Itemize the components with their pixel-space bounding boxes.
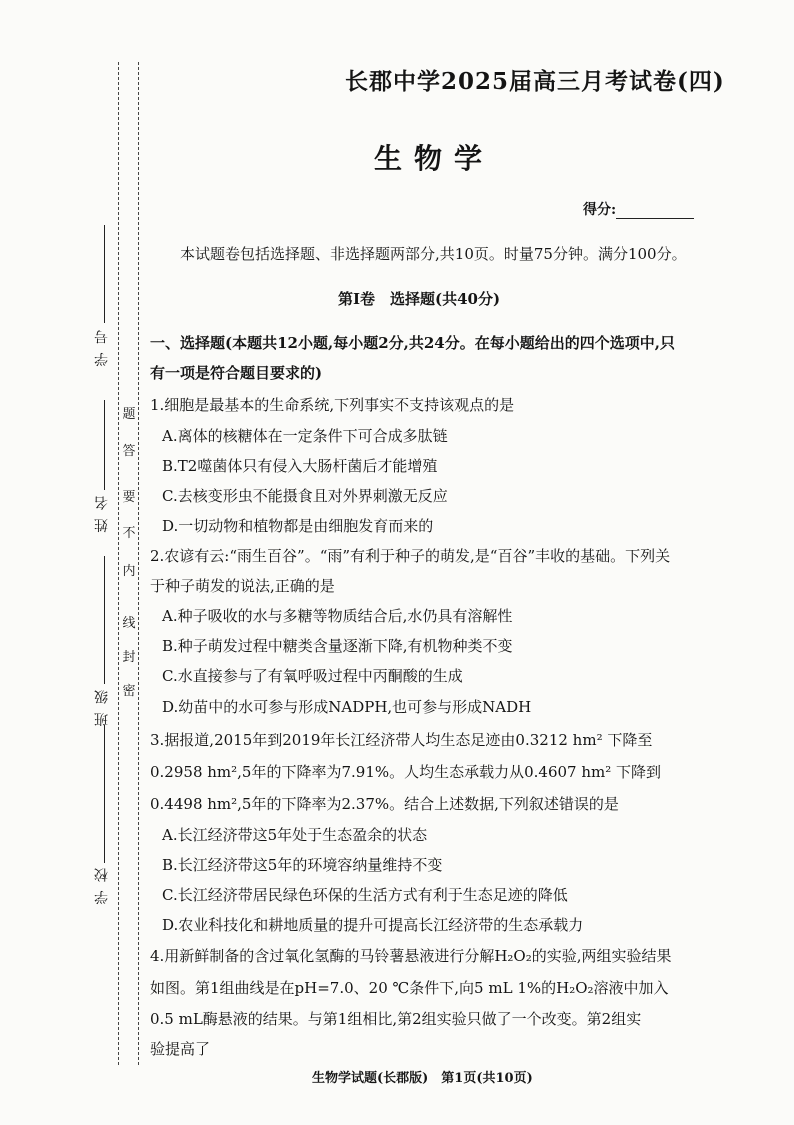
score-blank[interactable] — [616, 204, 694, 219]
question-1-option-c: C.去核变形虫不能摄食且对外界刺激无反应 — [162, 487, 448, 505]
question-3-option-d: D.农业科技化和耕地质量的提升可提高长江经济带的生态承载力 — [162, 916, 584, 934]
part-heading-line: 有一项是符合题目要求的) — [150, 364, 323, 382]
page-footer: 生物学试题(长郡版) 第1页(共10页) — [312, 1071, 533, 1086]
class-blank[interactable] — [104, 556, 105, 684]
question-3-option-a: A.长江经济带这5年处于生态盈余的状态 — [162, 826, 428, 844]
seal-char: 密 — [122, 684, 136, 699]
school-blank[interactable] — [104, 725, 105, 863]
class-label: 班 级 — [94, 688, 110, 727]
question-1-stem: 1.细胞是最基本的生命系统,下列事实不支持该观点的是 — [150, 396, 515, 414]
question-3-option-c: C.长江经济带居民绿色环保的生活方式有利于生态足迹的降低 — [162, 886, 568, 904]
seal-char: 线 — [122, 616, 136, 631]
school-label: 学 校 — [94, 866, 110, 905]
student-id-blank[interactable] — [104, 225, 105, 323]
question-2-option-c: C.水直接参与了有氧呼吸过程中丙酮酸的生成 — [162, 667, 463, 685]
section-title: 第Ⅰ卷 选择题(共40分) — [338, 290, 501, 308]
seal-char: 内 — [122, 564, 136, 579]
subject-title: 生物学 — [374, 142, 495, 175]
question-3-stem: 0.4498 hm²,5年的下降率为2.37%。结合上述数据,下列叙述错误的是 — [150, 795, 619, 813]
seal-char: 不 — [122, 526, 136, 541]
question-2-stem: 于种子萌发的说法,正确的是 — [150, 577, 335, 595]
question-2-option-b: B.种子萌发过程中糖类含量逐渐下降,有机物种类不变 — [162, 637, 513, 655]
part-heading-line: 一、选择题(本题共12小题,每小题2分,共24分。在每小题给出的四个选项中,只 — [150, 334, 675, 352]
seal-char: 要 — [122, 490, 136, 505]
exam-intro: 本试题卷包括选择题、非选择题两部分,共10页。时量75分钟。满分100分。 — [180, 245, 687, 263]
name-blank[interactable] — [104, 400, 105, 490]
question-3-option-b: B.长江经济带这5年的环境容纳量维持不变 — [162, 856, 443, 874]
seal-char: 封 — [122, 650, 136, 665]
question-1-option-d: D.一切动物和植物都是由细胞发育而来的 — [162, 517, 434, 535]
question-2-stem: 2.农谚有云:“雨生百谷”。“雨”有利于种子的萌发,是“百谷”丰收的基础。下列关 — [150, 547, 671, 565]
question-1-option-a: A.离体的核糖体在一定条件下可合成多肽链 — [162, 427, 448, 445]
question-4-stem: 如图。第1组曲线是在pH=7.0、20 ℃条件下,向5 mL 1%的H₂O₂溶液中加入 — [150, 979, 669, 997]
score-field — [583, 199, 694, 219]
seal-char: 题 — [122, 407, 136, 422]
question-4-stem: 0.5 mL酶悬液的结果。与第1组相比,第2组实验只做了一个改变。第2组实 — [150, 1010, 642, 1028]
binding-dash-line-outer — [118, 62, 119, 1065]
student-id-label: 学 号 — [94, 328, 110, 367]
seal-char: 答 — [122, 444, 136, 459]
exam-title: 长郡中学2025届高三月考试卷(四) — [345, 68, 725, 95]
question-3-stem: 0.2958 hm²,5年的下降率为7.91%。人均生态承载力从0.4607 hm² 下降到 — [150, 763, 662, 781]
name-label: 姓 名 — [94, 494, 110, 533]
question-2-option-d: D.幼苗中的水可参与形成NADPH,也可参与形成NADH — [162, 698, 532, 716]
question-3-stem: 3.据报道,2015年到2019年长江经济带人均生态足迹由0.3212 hm² 下降至 — [150, 731, 653, 749]
question-2-option-a: A.种子吸收的水与多糖等物质结合后,水仍具有溶解性 — [162, 607, 513, 625]
binding-dash-line-inner — [138, 62, 139, 1065]
question-1-option-b: B.T2噬菌体只有侵入大肠杆菌后才能增殖 — [162, 457, 438, 475]
question-4-stem: 验提高了 — [150, 1040, 211, 1058]
binding-margin — [0, 0, 145, 1125]
score-label: 得分: — [583, 202, 617, 218]
question-4-stem: 4.用新鲜制备的含过氧化氢酶的马铃薯悬液进行分解H₂O₂的实验,两组实验结果 — [150, 947, 672, 965]
